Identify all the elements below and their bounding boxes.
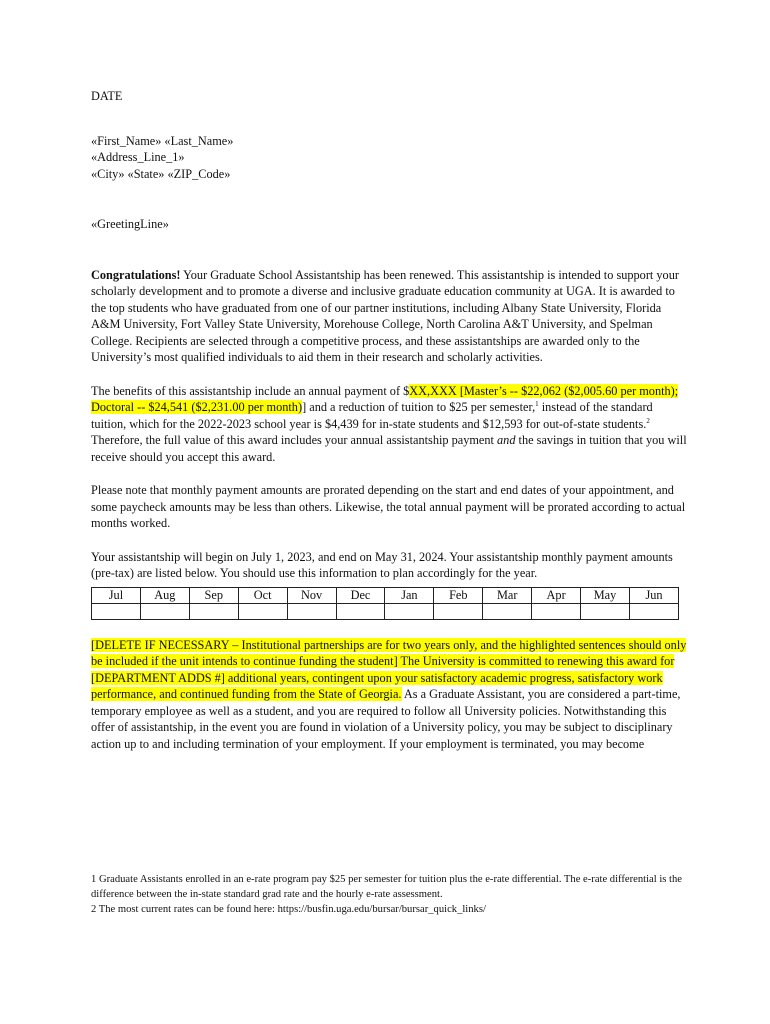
letter-date: DATE [91, 89, 123, 103]
amount-cell [581, 603, 630, 619]
renewal-highlight: [DELETE IF NECESSARY – Institutional partnerships are for two years only, and the highlighted sentences should only be included if the unit intends to continue funding the student] The University is committed to renewing this award for [DEPARTMENT ADDS #] additional years, contingent upon your satisfactory academic progress, satisfactory work performance, and continued funding from the State of Georgia. [91, 637, 687, 701]
month-header-mar: Mar [483, 587, 532, 603]
benefits-text-1: The benefits of this assistantship include an annual payment of $ [91, 383, 410, 398]
address-block [91, 133, 689, 183]
footnote-2: 2 The most current rates can be found here: https://busfin.uga.edu/bursar/bursar_quick_links/ [91, 904, 486, 915]
amount-cell [336, 603, 385, 619]
paragraph-proration: Please note that monthly payment amounts are prorated depending on the start and end dates of your appointment, and some paycheck amounts may be less than others. Likewise, the total annual payment will be prorated according to actual months worked. [91, 483, 686, 530]
month-header-sep: Sep [189, 587, 238, 603]
address-line-name: «First_Name» «Last_Name» [91, 133, 234, 148]
amount-cell [629, 603, 678, 619]
month-header-aug: Aug [140, 587, 189, 603]
table-row-months [92, 587, 679, 603]
benefits-text-5: the savings in tuition that you will receive should you accept this award. [91, 433, 687, 464]
greeting-line: «GreetingLine» [91, 217, 169, 231]
benefits-text-3: instead of the standard tuition, which for the 2022-2023 school year is $4,439 for in-state students and $12,593 for out-of-state students. [91, 400, 653, 431]
congratulations-bold: Congratulations! [91, 267, 181, 282]
month-header-apr: Apr [532, 587, 581, 603]
footnote-1: 1 Graduate Assistants enrolled in an e-rate program pay $25 per semester for tuition plus the e-rate differential. The e-rate differential is the difference between the in-state standard grad rate and the hourly e-rate assessment. [91, 874, 682, 900]
address-line-street: «Address_Line_1» [91, 150, 185, 164]
paragraph-dates: Your assistantship will begin on July 1, 2023, and end on May 31, 2024. Your assistantship monthly payment amounts (pre-tax) are listed below. You should use this information to plan accordingly for the year. [91, 549, 673, 580]
month-header-may: May [581, 587, 630, 603]
paragraph-benefits [91, 383, 689, 466]
month-header-jun: Jun [629, 587, 678, 603]
amount-cell [287, 603, 336, 619]
amount-cell [140, 603, 189, 619]
amount-cell [92, 603, 141, 619]
letter-body [91, 88, 689, 752]
monthly-payment-table [91, 587, 679, 620]
amount-cell [385, 603, 434, 619]
month-header-feb: Feb [434, 587, 483, 603]
month-header-oct: Oct [238, 587, 287, 603]
footnotes [91, 872, 691, 917]
paragraph-renewal [91, 637, 689, 753]
benefits-text-2: ] and a reduction of tuition to $25 per semester, [302, 400, 536, 414]
footnote-ref-1: 1 [535, 400, 539, 408]
renewal-text: As a Graduate Assistant, you are considered a part-time, temporary employee as well as a student, and you are required to follow all University policies. Notwithstanding this offer of assistantship, in the event you are found in violation of a University policy, you may be subject to disciplinary action up to and including termination of your employment. If your employment is terminated, you may become [91, 687, 681, 751]
month-header-dec: Dec [336, 587, 385, 603]
amount-cell [238, 603, 287, 619]
amount-cell [483, 603, 532, 619]
amount-cell [434, 603, 483, 619]
benefits-highlight: XX,XXX [Master’s -- $22,062 ($2,005.60 per month); Doctoral -- $24,541 ($2,231.00 per month) [91, 383, 679, 414]
month-header-nov: Nov [287, 587, 336, 603]
month-header-jan: Jan [385, 587, 434, 603]
benefits-text-4: Therefore, the full value of this award includes your annual assistantship payment [91, 433, 498, 447]
paragraph-congratulations-text: Your Graduate School Assistantship has been renewed. This assistantship is intended to support your scholarly development and to promote a diverse and inclusive graduate education community at UGA. It is awarded to the top students who have graduated from one of our partner institutions, including Albany State University, Florida A&M University, Fort Valley State University, Morehouse College, North Carolina A&T University, and Spelman College. Recipients are selected through a competitive process, and these assistantships are awarded only to the University’s most qualified individuals to aid them in their research and scholarly activities. [91, 267, 679, 364]
amount-cell [532, 603, 581, 619]
table-row-amounts [92, 603, 679, 619]
footnote-ref-2: 2 [646, 416, 650, 425]
month-header-jul: Jul [92, 587, 141, 603]
paragraph-congratulations [91, 267, 689, 366]
amount-cell [189, 603, 238, 619]
benefits-italic: and [497, 433, 516, 447]
address-line-city: «City» «State» «ZIP_Code» [91, 166, 231, 181]
